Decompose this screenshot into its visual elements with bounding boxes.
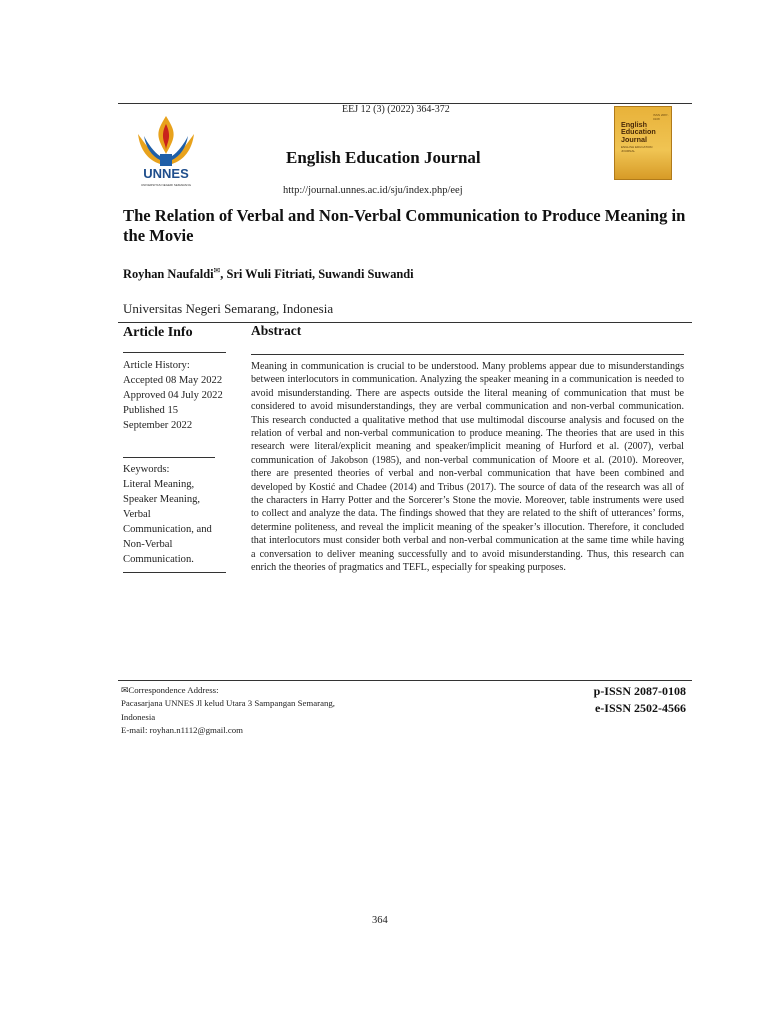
keywords-label: Keywords: — [123, 464, 170, 475]
article-info-heading: Article Info — [123, 325, 193, 340]
keyword-item: Verbal — [123, 509, 151, 520]
correspondence-label: Correspondence Address: — [128, 685, 219, 695]
unnes-logo-emblem-icon — [130, 112, 202, 192]
cover-subtitle: ENGLISH EDUCATION JOURNAL — [621, 145, 653, 153]
keywords-rule — [123, 457, 215, 458]
author-list — [123, 266, 414, 282]
cover-title-line: English — [621, 120, 647, 129]
abstract-body: Meaning in communication is crucial to be understood. Many problems appear due to misunderstandings between interlocutors in communication. Analyzing the speaker meaning in a communication is needed to avoid misunderstanding. There are aspects outside the literal meaning of communication that must be considered to avoid misunderstandings, they are verbal communication and non-verbal communication. This research conducted a qualitative method that use multimodal discourse analysis and focused on the relation of verbal and non-verbal communication to produce meaning. The theories that are used in this research were literal/explicit meaning and speaker/implicit meaning of Hurford et al. (2007), verbal communication of Jakobson (1985), and non-verbal communication of Moore et al. (2010). Moreover, there are presented theories of verbal and non-verbal communication that have been combined and developed by Kostić and Chadee (2014) and Tribus (2017). The source of data of the research was all of the characters in Harry Potter and the Sorcerer’s Stone the movie. Moreover, table instruments were used to collect and analyze the data. The findings showed that they are related to the shift of utterances’ forms, determine politeness, and reveal the implicit meaning of the speaker’s illocution. Therefore, it concluded that interlocutors must consider both verbal and non-verbal communication at the same time while having a conversation to deliver meaning successfully and to avoid misunderstanding. Thus, this research can enrich the theories of pragmatics and TEFL, especially for speaking purposes. — [251, 361, 684, 574]
journal-url[interactable]: http://journal.unnes.ac.id/sju/index.php/eej — [283, 185, 463, 196]
cover-title-line: Journal — [621, 134, 647, 144]
history-item: September 2022 — [123, 420, 193, 431]
logo-text: UNNES — [143, 166, 189, 181]
cover-title — [621, 121, 669, 143]
correspondence-address: Pacasarjana UNNES Jl kelud Utara 3 Sampangan Semarang, — [121, 698, 335, 709]
p-issn: p-ISSN 2087-0108 — [593, 684, 686, 698]
correspondence-rule — [118, 680, 692, 681]
cover-tag: ISSN 2087-0108 — [653, 113, 669, 121]
journal-citation: EEJ 12 (3) (2022) 364-372 — [342, 104, 450, 115]
keywords-end-rule — [123, 572, 226, 573]
e-issn: e-ISSN 2502-4566 — [594, 701, 686, 715]
correspondence-address-country: Indonesia — [121, 711, 156, 722]
history-item: Published 15 — [123, 405, 179, 416]
keyword-item: Literal Meaning, — [123, 479, 195, 490]
unnes-logo — [130, 112, 202, 192]
page-number: 364 — [372, 915, 388, 926]
history-item: Approved 04 July 2022 — [123, 390, 223, 401]
envelope-icon: ✉ — [121, 685, 129, 695]
journal-title: English Education Journal — [286, 148, 481, 167]
journal-cover-image — [614, 106, 672, 180]
keyword-item: Non-Verbal — [123, 539, 173, 550]
paper-title: The Relation of Verbal and Non-Verbal Communication to Produce Meaning in the Movie — [123, 206, 686, 245]
history-label: Article History: — [123, 360, 190, 371]
issn-block — [560, 683, 686, 717]
keyword-item: Communication. — [123, 554, 194, 565]
article-history — [123, 358, 223, 433]
keyword-item: Communication, and — [123, 524, 212, 535]
keyword-item: Speaker Meaning, — [123, 494, 201, 505]
abstract-heading: Abstract — [251, 323, 302, 338]
envelope-icon: ✉ — [213, 266, 221, 275]
correspondence-block — [121, 684, 335, 737]
correspondence-email[interactable]: E-mail: royhan.n1112@gmail.com — [121, 724, 244, 735]
logo-subtext: UNIVERSITAS NEGERI SEMARANG — [140, 183, 192, 187]
article-info-rule — [123, 352, 226, 353]
cover-title-line: Education — [621, 127, 656, 137]
keywords-block — [123, 462, 212, 567]
section-rule — [118, 322, 692, 323]
other-authors: , Sri Wuli Fitriati, Suwandi Suwandi — [220, 267, 414, 282]
abstract-rule — [251, 354, 684, 355]
history-item: Accepted 08 May 2022 — [123, 375, 223, 386]
author-affiliation: Universitas Negeri Semarang, Indonesia — [123, 301, 334, 316]
first-author: Royhan Naufaldi — [123, 267, 214, 282]
